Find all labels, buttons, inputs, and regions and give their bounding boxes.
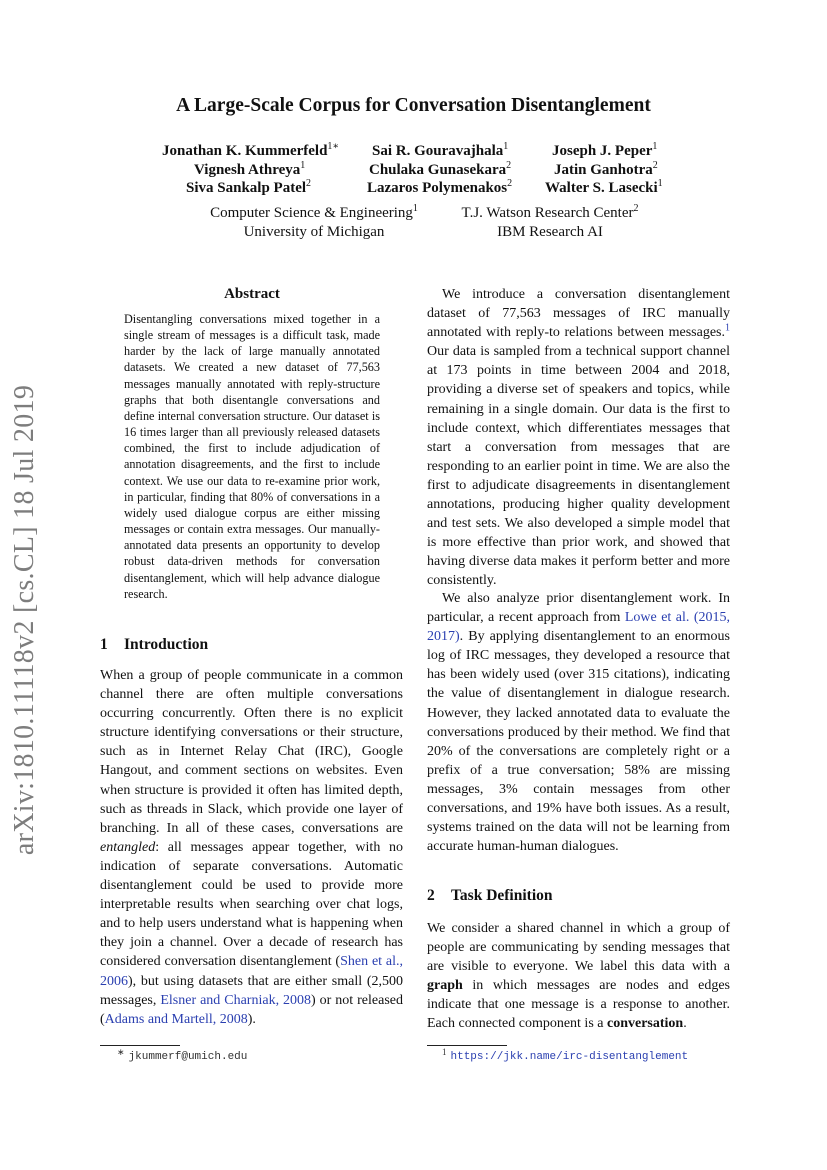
affiliation: T.J. Watson Research Center$^2$ IBM Research AI	[461, 203, 639, 240]
author-block	[140, 142, 700, 198]
footnote-rule	[427, 1045, 507, 1046]
footnote-email: ∗ jkummerf@umich.edu	[117, 1047, 248, 1063]
author: Sai R. Gouravajhala$^1$	[372, 141, 509, 159]
citation-link[interactable]: Adams and Martell, 2008	[104, 1011, 248, 1027]
author: Jatin Ganhotra$^2$	[554, 159, 658, 178]
author: Siva Sankalp Patel$^2$	[186, 178, 312, 196]
arxiv-identifier: arXiv:1810.11118v2 [cs.CL] 18 Jul 2019	[9, 384, 40, 856]
author: Lazaros Polymenakos$^2$	[367, 178, 513, 196]
author: Chulaka Gunasekara$^2$	[369, 159, 512, 178]
author-row	[140, 179, 700, 198]
author: Walter S. Lasecki$^1$	[545, 178, 663, 196]
author-row	[140, 161, 700, 180]
citation-link[interactable]: Elsner and Charniak, 2008	[160, 992, 312, 1008]
citation-link[interactable]: Lowe et al. (2015, 2017)	[427, 610, 730, 645]
section-heading-task-definition: 2 Task Definition	[427, 887, 553, 904]
author: Joseph J. Peper$^1$	[552, 141, 658, 159]
intro-paragraph: We introduce a conversation disentanglement dataset of 77,563 messages of IRC manually annotated with reply-to relations between messages.$^1$ Our data is sampled from a technical support channel at 173 points in time between 2004 and 2018, providing a diverse set of speakers and topics, while remaining in a single domain. Our data is the first to include context, which differentiates messages that start a conversation from messages that are responding to an earlier point in time. We are also the first to adjudicate disagreements in disentanglement annotations, producing higher quality development and test sets. We also developed a simple model that is more effective than prior work, and showed that having diverse data makes it perform better and more consistently.	[427, 287, 730, 589]
paper-title: A Large-Scale Corpus for Conversation Disentanglement	[176, 95, 651, 116]
footnote-rule	[100, 1045, 180, 1046]
footnote-marker[interactable]: 1	[725, 322, 730, 334]
arxiv-sidebar	[2, 384, 48, 856]
footnote-link[interactable]: https://jkk.name/irc-disentanglement	[450, 1051, 689, 1063]
intro-paragraph: We also analyze prior disentanglement work. In particular, a recent approach from Lowe et al. (2015, 2017). By applying disentanglement to an enormous log of IRC messages, they developed a resource that has been widely used (over 315 citations), indicating the value of disentanglement in dialogue research. However, they lacked annotated data to evaluate the conversations produced by their method. We find that 20% of the conversations are completely right or a prefix of a true conversation; 58% are missing messages, 3% contain messages from other conversations, and 19% have both issues. As a result, systems trained on the data will not be learning from accurate human-human dialogues.	[427, 591, 730, 855]
affiliation: Computer Science & Engineering$^1$ University of Michigan	[210, 203, 418, 240]
author: Jonathan K. Kummerfeld$^{1∗}$	[162, 141, 340, 159]
author: Vignesh Athreya$^1$	[194, 159, 306, 178]
citation-link[interactable]: Shen et al., 2006	[100, 954, 403, 989]
task-paragraph: We consider a shared channel in which a group of people are communicating by sending messages that are visible to everyone. We label this data with a graph in which messages are nodes and edges indicate that one message is a response to another. Each connected component is a conversation.	[427, 921, 730, 1032]
footnote-url: $^1$ https://jkk.name/irc-disentanglement	[442, 1047, 689, 1063]
author-row	[140, 142, 700, 161]
abstract-heading: Abstract	[224, 286, 280, 302]
intro-paragraph: When a group of people communicate in a common channel there are often multiple conversations occurring concurrently. Often there is no explicit structure identifying conversations or their structure, such as in Internet Relay Chat (IRC), Google Hangout, and comment sections on websites. Even when structure is provided it often has limited depth, such as threads in Slack, which provide one layer of branching. In all of these cases, conversations are entangled: all messages appear together, with no indication of separate conversations. Automatic disentanglement could be used to provide more interpretable results when searching over chat logs, and to help users understand what is happening when they join a channel. Over a decade of research has considered conversation disentanglement (Shen et al., 2006), but using datasets that are either small (2,500 messages, Elsner and Charniak, 2008) or not released (Adams and Martell, 2008).	[100, 668, 403, 1027]
section-heading-introduction: 1 Introduction	[100, 636, 209, 653]
abstract-text: Disentangling conversations mixed together in a single stream of messages is a difficult task, made harder by the lack of large manually annotated datasets. We created a new dataset of 77,563 messages manually annotated with reply-structure graphs that both disentangle conversations and define internal conversation structure. Our dataset is 16 times larger than all previously released datasets combined, the first to include adjudication of annotation disagreements, and the first to include context. We use our data to re-examine prior work, in particular, finding that 80% of conversations in a widely used dialogue corpus are either missing messages or contain extra messages. Our manually-annotated data presents an opportunity to develop robust data-driven methods for conversation disentanglement, which will help advance dialogue research.	[124, 312, 380, 601]
